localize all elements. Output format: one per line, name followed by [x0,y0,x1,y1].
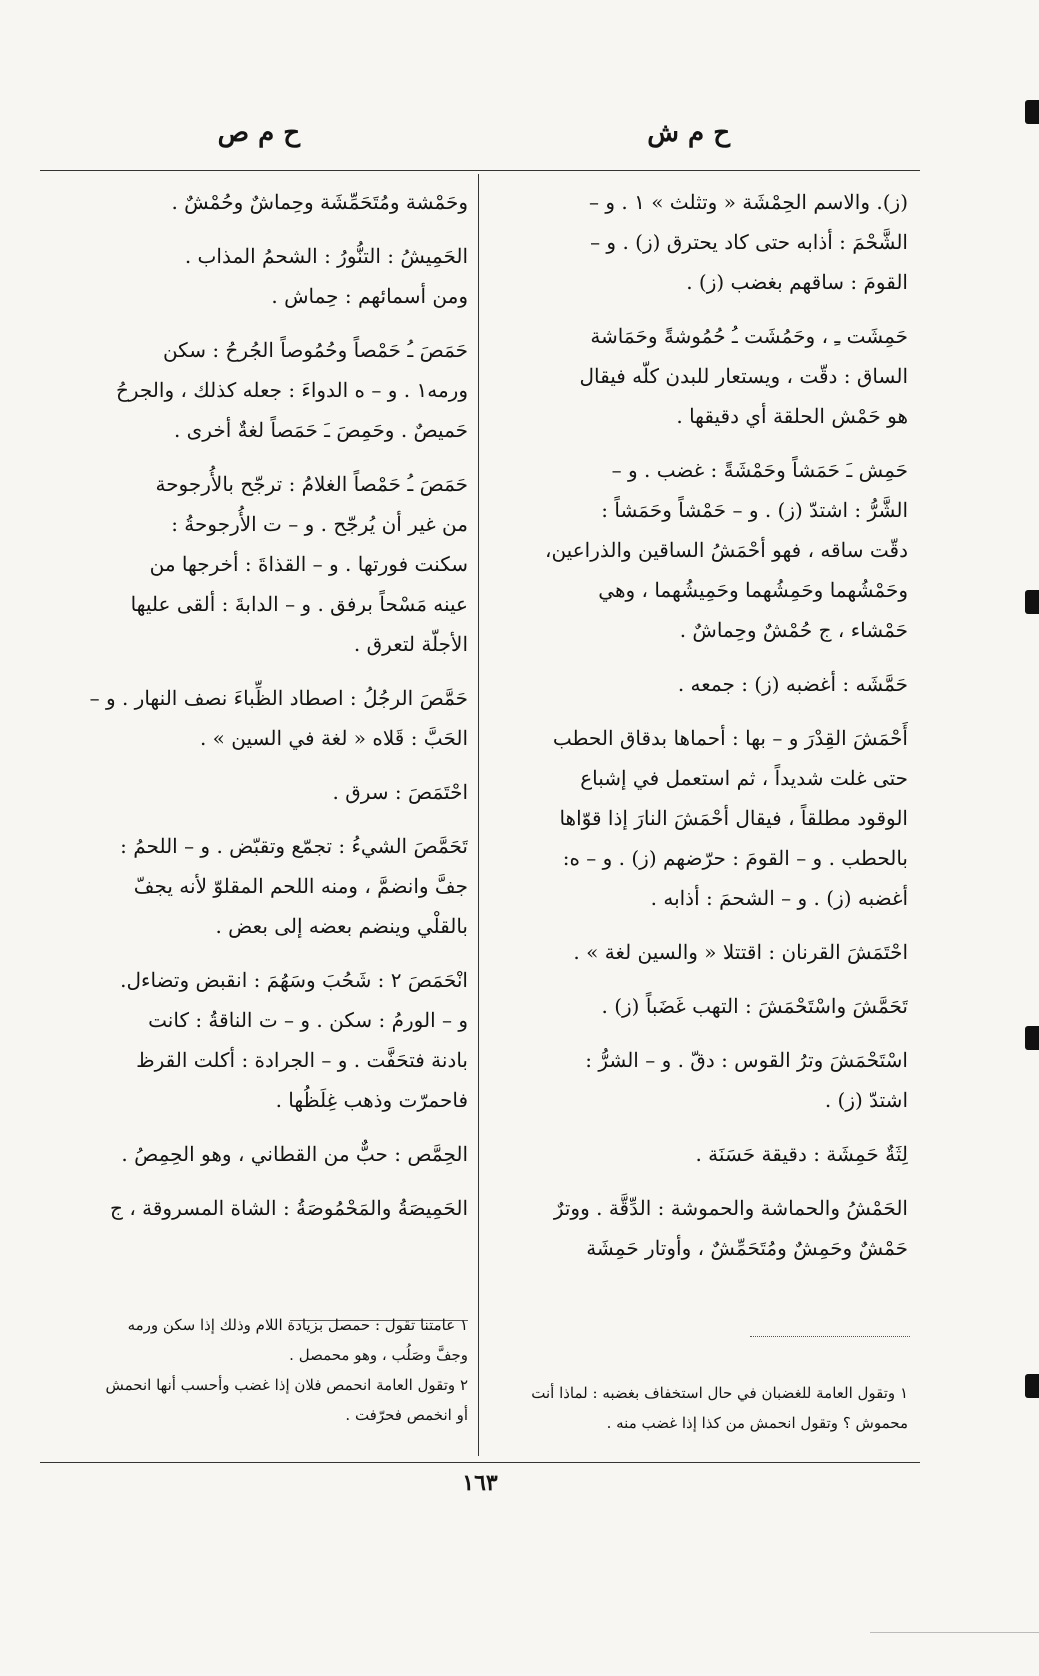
entry-line: حتى غلت شديداً ، ثم استعمل في إشباع [580,766,908,790]
footnotes-left [40,1312,468,1452]
entry-line: الشَّحْمَ : أذابه حتى كاد يحترق (ز) . و – [590,230,908,254]
entry-line: القومَ : ساقهم بغضب (ز) . [686,270,908,294]
entry-line: الحَمِيشُ : التنُّورُ : الشحمُ المذاب . [184,244,468,268]
entry-line: بادنة فتحَفَّت . و – الجرادة : أكلت القرظ [136,1048,468,1072]
entry-line: وحَمْشُهما وحَمِشُهما وحَمِيشُهما ، وهي [598,578,908,602]
dictionary-entry [40,464,468,664]
entry-line: حَميصٌ . وحَمِصَ ـَ حَمَصاً لغةٌ أخرى . [173,418,468,442]
dictionary-entry [40,678,468,758]
entry-line: بالحطب . و – القومَ : حرّضهم (ز) . و – ه: [562,846,908,870]
dictionary-entry [490,1134,908,1174]
entry-line: أغضبه (ز) . و – الشحمَ : أذابه . [650,886,908,910]
entry-line: الساق : دقّت ، ويستعار للبدن كلّه فيقال [579,364,908,388]
dictionary-entry [490,986,908,1026]
footnote-line: ٢ وتقول العامة انحمص فلان إذا غضب وأحسب أنها انحمش [105,1376,468,1394]
page-header [40,118,920,158]
entry-line: انْحَمَصَ ٢ : شَحُبَ وسَهُمَ : انقبض وتضاءل. [120,968,468,992]
entry-line: بالقلْي وينضم بعضه إلى بعض . [215,914,468,938]
entry-line: هو حَمْش الحلقة أي دقيقها . [676,404,908,428]
entry-line: لِثَةٌ حَمِشَة : دقيقة حَسَنَة . [695,1142,908,1166]
entry-line: حَمَصَ ـُ حَمْصاً وحُمُوصاً الجُرحُ : سكن [162,338,468,362]
entry-line: ومن أسمائهم : حِماش . [271,284,468,308]
entry-line: حَمَّشَه : أغضبه (ز) : جمعه . [677,672,908,696]
header-left-root: ح م ص [217,118,300,148]
dictionary-entry [490,932,908,972]
dictionary-entry [490,718,908,918]
entry-line: دقّت ساقه ، فهو أحْمَشُ الساقين والذراعين، [544,538,908,562]
entry-line: حَمْشٌ وحَمِشٌ ومُتَحَمِّشٌ ، وأوتار حَمِشَة [586,1236,908,1260]
entry-line: حَمْشاء ، ج حُمْشٌ وحِماشٌ . [679,618,908,642]
footnote-line: أو انخمص فحرّفت . [345,1406,468,1424]
dictionary-entry [490,450,908,650]
footer-rule [40,1462,920,1463]
entry-line: الحَمِيصَةُ والمَحْمُوصَةُ : الشاة المسروقة ، ج [110,1196,468,1220]
footnote-line: وجفَّ وصَلُب ، وهو محمصل . [289,1346,468,1364]
dictionary-entry [490,316,908,436]
scan-edge-line [870,1632,1039,1633]
binding-mark [1025,100,1039,124]
entry-line: تَحَمَّصَ الشيءُ : تجمّع وتقبّض . و – اللحمُ : [120,834,468,858]
dictionary-entry [40,826,468,946]
dictionary-entry [490,664,908,704]
entry-line: (ز). والاسم الحِمْشَة « وتثلث » ١ . و – [589,190,908,214]
dictionary-entry [40,960,468,1120]
entry-line: أَحْمَشَ القِدْرَ و – بها : أحماها بدقاق الحطب [552,726,908,750]
dictionary-entry [40,182,468,222]
entry-line: الحَمْشُ والحماشة والحموشة : الدِّقَّة . ووترٌ [553,1196,908,1220]
footnotes-right [490,1380,908,1450]
entry-line: تَحَمَّشَ واسْتَحْمَشَ : التهب غَضَباً (ز) . [601,994,908,1018]
entry-line: الأجلّة لتعرق . [353,632,468,656]
footnote-line: ١ وتقول العامة للغضبان في حال استخفاف بغضبه : لماذا أنت [531,1384,908,1402]
entry-line: و – الورمُ : سكن . و – ت الناقةُ : كانت [148,1008,468,1032]
entry-line: حَمِشَت ـِ ، وحَمُشَت ـُ حُمُوشةً وحَمَاشة [590,324,908,348]
entry-line: اسْتَحْمَشَ وترُ القوس : دقّ . و – الشرُّ : [585,1048,908,1072]
entry-line: فاحمرّت وذهب غِلَظُها . [275,1088,468,1112]
entry-line: وحَمْشة ومُتَحَمِّشَة وحِماشٌ وحُمْشٌ . [171,190,468,214]
footnote-separator-right [750,1336,910,1337]
binding-mark [1025,590,1039,614]
binding-mark [1025,1026,1039,1050]
dictionary-entry [40,236,468,316]
entry-line: الشَّرُّ : اشتدّ (ز) . و – حَمْشاً وحَمَشاً : [601,498,908,522]
entry-line: اشتدّ (ز) . [824,1088,908,1112]
dictionary-entry [40,772,468,812]
dictionary-entry [490,1188,908,1262]
entry-line: جفَّ وانضمَّ ، ومنه اللحم المقلوّ لأنه يجفّ [133,874,468,898]
entry-line: ورمه١ . و – ه الدواءَ : جعله كذلك ، والجرحُ [115,378,468,402]
entry-line: احْتَمَشَ القرنان : اقتتلا « والسين لغة » . [573,940,908,964]
entry-line: حَمِش ـَ حَمَشاً وحَمْشَةً : غضب . و – [611,458,908,482]
right-column [490,182,908,1262]
entry-line: الحِمَّص : حبٌّ من القطاني ، وهو الحِمِصُ . [121,1142,468,1166]
left-column [40,182,468,1262]
dictionary-entry [490,1040,908,1120]
page-number: ١٦٣ [462,1470,498,1496]
binding-mark [1025,1374,1039,1398]
entry-line: الوقود مطلقاً ، فيقال أحْمَشَ النارَ إذا قوّاها [559,806,908,830]
dictionary-entry [40,1188,468,1228]
footnote-line: محموش ؟ وتقول انحمش من كذا إذا غضب منه . [606,1414,908,1432]
header-right-root: ح م ش [647,118,730,148]
dictionary-entry [490,182,908,302]
entry-line: حَمَّصَ الرجُلُ : اصطاد الظِّباءَ نصف النهار . و – [89,686,468,710]
footnote-line: ١ عامتنا تقول : حمصل بزيادة اللام وذلك إذا سكن ورمه [127,1316,468,1334]
entry-line: الحَبَّ : قَلاه « لغة في السين » . [199,726,468,750]
dictionary-entry [40,1134,468,1174]
entry-line: من غير أن يُرجّح . و – ت الأُرجوحةُ : [171,512,468,536]
dictionary-entry [40,330,468,450]
column-divider [478,174,479,1456]
entry-line: احْتَمَصَ : سرق . [332,780,468,804]
header-rule [40,170,920,171]
entry-line: حَمَصَ ـُ حَمْصاً الغلامُ : ترجّح بالأُرجوحة [155,472,468,496]
entry-line: سكنت فورتها . و – القذاةَ : أخرجها من [149,552,468,576]
entry-line: عينه مَسْحاً برفق . و – الدابةَ : ألقى عليها [130,592,468,616]
